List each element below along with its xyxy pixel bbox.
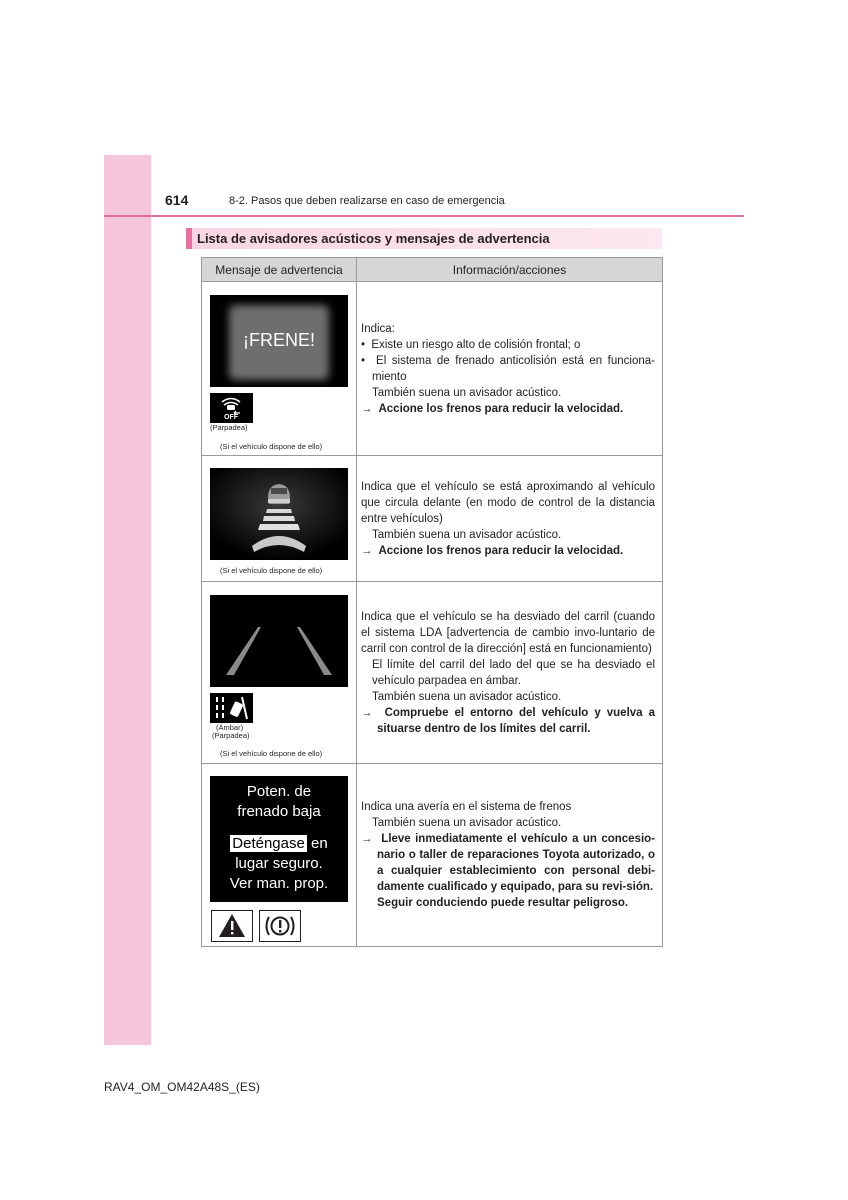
lane-screen [210, 595, 348, 687]
info-text [357, 479, 662, 559]
page-number: 614 [165, 192, 189, 208]
info-bullet: • Existe un riesgo alto de colisión frontal; o [361, 338, 581, 351]
info-text [357, 799, 662, 911]
pre-collision-off-icon [210, 393, 253, 423]
lane-illustration [210, 595, 348, 687]
approach-screen [210, 468, 348, 560]
table-header-row [202, 258, 663, 282]
info-action: → Compruebe el entorno del vehículo y vuelva a situarse dentro de los límites del carril. [361, 706, 655, 735]
brake-line [210, 834, 348, 854]
message-cell [202, 764, 357, 947]
icon-caption: (Parpadea) [212, 731, 250, 740]
info-extra: También suena un avisador acústico. [372, 386, 562, 399]
info-intro: Indica que el vehículo se ha desviado del carril (cuando el sistema LDA [advertencia de cambio invo-luntario de carril con control de la dirección] está en funcionamiento) [361, 610, 655, 655]
lane-departure-icon [210, 693, 253, 723]
column-header-info: Información/acciones [357, 258, 663, 282]
info-extra: El límite del carril del lado del que se ha desviado el vehículo parpadea en ámbar. [372, 658, 655, 687]
frene-screen [210, 295, 348, 387]
info-action-note: Seguir conduciendo puede resultar peligroso. [377, 897, 629, 909]
brake-message [210, 782, 348, 894]
brake-line: Poten. de [246, 783, 312, 800]
info-extra: También suena un avisador acústico. [372, 817, 562, 829]
brake-line: frenado baja [237, 803, 321, 820]
action-text: Lleve inmediatamente el vehículo a un concesio-nario o taller de reparaciones Toyota autorizado, o a cualquier establecimiento con personal debi-damente cualificado y equipado, para su revi-sión. [377, 833, 656, 893]
table-row [202, 764, 663, 947]
info-extra: También suena un avisador acústico. [372, 690, 562, 703]
bullet-text: El sistema de frenado anticolisión está en funciona-miento [372, 354, 655, 383]
heading-marker [186, 228, 192, 249]
brake-line: Ver man. prop. [229, 875, 329, 892]
info-text [357, 321, 662, 417]
info-action: → Lleve inmediatamente el vehículo a un concesio-nario o taller de reparaciones Toyota autorizado, o a cualquier establecimiento con personal debi-damente cualificado y equipado, para su revi-sión. [361, 833, 656, 893]
table-row [202, 456, 663, 582]
vehicle-note: (Si el vehículo dispone de ello) [220, 442, 323, 451]
table-row [202, 282, 663, 456]
brake-line-rest: en [306, 835, 328, 852]
brake-system-icon [259, 910, 301, 942]
brake-line: lugar seguro. [235, 855, 323, 872]
bullet-text: Existe un riesgo alto de colisión frontal; o [371, 338, 581, 351]
column-header-message: Mensaje de advertencia [202, 258, 357, 282]
info-cell [357, 764, 663, 947]
footer-code: RAV4_OM_OM42A48S_(ES) [104, 1080, 260, 1094]
info-cell [357, 582, 663, 764]
vehicle-note: (Si el vehículo dispone de ello) [220, 566, 323, 575]
vehicle-note: (Si el vehículo dispone de ello) [220, 749, 323, 758]
info-cell [357, 282, 663, 456]
heading-title: Lista de avisadores acústicos y mensajes de advertencia [197, 231, 550, 246]
info-action: → Accione los frenos para reducir la velocidad. [361, 402, 624, 415]
info-cell [357, 456, 663, 582]
icon-caption: (Parpadea) [210, 423, 248, 432]
info-action: → Accione los frenos para reducir la velocidad. [361, 544, 624, 557]
off-label: OFF [224, 414, 238, 421]
info-intro: Indica que el vehículo se está aproximando al vehículo que circula delante (en modo de control de la distancia entre vehículos) [361, 480, 655, 525]
info-intro: Indica: [361, 322, 395, 335]
approach-illustration [210, 468, 348, 560]
message-cell [202, 456, 357, 582]
warning-table [201, 257, 663, 947]
table-row [202, 582, 663, 764]
info-intro: Indica una avería en el sistema de frenos [361, 801, 572, 813]
frene-text: ¡FRENE! [243, 330, 315, 350]
info-extra: También suena un avisador acústico. [372, 528, 562, 541]
heading-bar [186, 228, 662, 249]
action-text: Accione los frenos para reducir la velocidad. [378, 544, 624, 557]
message-cell [202, 282, 357, 456]
icon-caption: (Ámbar) [216, 723, 244, 732]
side-band [104, 155, 151, 1045]
header-rule [104, 215, 744, 217]
warning-triangle-icon [211, 910, 253, 942]
brake-screen [210, 776, 348, 902]
stop-highlight: Deténgase [232, 835, 305, 852]
message-cell [202, 582, 357, 764]
info-bullet: • El sistema de frenado anticolisión está en funciona-miento [361, 354, 655, 383]
section-title: 8-2. Pasos que deben realizarse en caso de emergencia [229, 195, 505, 207]
action-text: Compruebe el entorno del vehículo y vuelva a situarse dentro de los límites del carril. [377, 706, 655, 735]
action-text: Accione los frenos para reducir la velocidad. [378, 402, 624, 415]
info-text [357, 609, 662, 737]
